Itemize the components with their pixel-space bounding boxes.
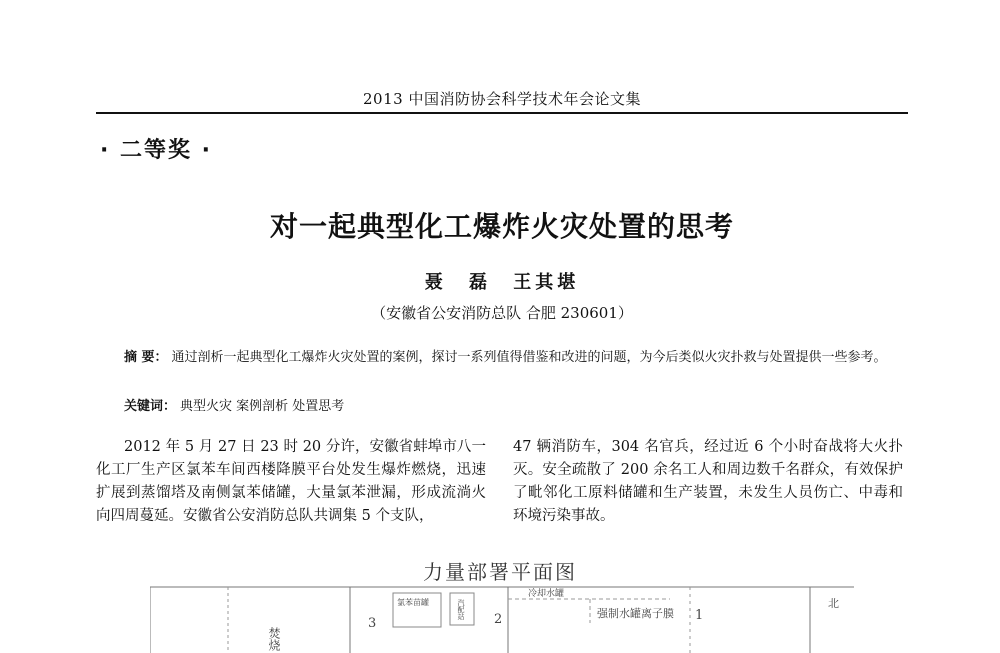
running-header: 2013 中国消防协会科学技术年会论文集 bbox=[363, 90, 641, 108]
fig-label-chlorobenzene-tank: 氯苯苗罐 bbox=[397, 598, 429, 607]
paper-title: 对一起典型化工爆炸火灾处置的思考 bbox=[269, 210, 734, 243]
figure-caption: 力量部署平面图 bbox=[423, 560, 577, 584]
deployment-plan-figure bbox=[150, 583, 854, 653]
fig-label-steam-station: 汽配站 bbox=[457, 599, 465, 620]
fig-label-cooling-tank: 冷却水罐 bbox=[528, 589, 565, 599]
paper-authors: 聂 磊 王其堪 bbox=[424, 272, 580, 293]
fig-label-2: 2 bbox=[494, 612, 503, 627]
fig-label-3: 3 bbox=[368, 616, 377, 631]
fig-label-1: 1 bbox=[695, 608, 704, 623]
keywords bbox=[124, 395, 344, 414]
abstract-label: 摘 要： bbox=[124, 350, 168, 365]
fig-label-north: 北 bbox=[828, 597, 839, 610]
abstract-text: 通过剖析一起典型化工爆炸火灾处置的案例，探讨一系列值得借鉴和改进的问题，为今后类似火灾扑救与处置提供一些参考。 bbox=[171, 350, 887, 365]
body-column-right: 47 辆消防车，304 名官兵，经过近 6 个小时奋战将大火扑灭。安全疏散了 200 余名工人和周边数千名群众，有效保护了毗邻化工原料储罐和生产装置，未发生人员伤亡、中毒和环境污染事故。 bbox=[513, 439, 903, 524]
keywords-label: 关键词： bbox=[124, 399, 177, 414]
fig-label-burning: 焚烧 bbox=[267, 627, 281, 651]
body-column-left: 2012 年 5 月 27 日 23 时 20 分许，安徽省蚌埠市八一化工厂生产区氯苯车间西楼降膜平台处发生爆炸燃烧，迅速扩展到蒸馏塔及南侧氯苯储罐，大量氯苯泄漏，形成流淌火向四周蔓延。安徽省公安消防总队共调集 5 个支队， bbox=[96, 439, 486, 524]
award-label: · 二等奖 · bbox=[100, 138, 213, 163]
keywords-text: 典型火灾 案例剖析 处置思考 bbox=[180, 399, 345, 414]
paper-affiliation: （安徽省公安消防总队 合肥 230601） bbox=[371, 304, 633, 322]
fig-label-caustic-tank: 强制水罐离子膜 bbox=[597, 607, 674, 620]
abstract bbox=[96, 347, 908, 368]
header-rule bbox=[96, 112, 908, 114]
